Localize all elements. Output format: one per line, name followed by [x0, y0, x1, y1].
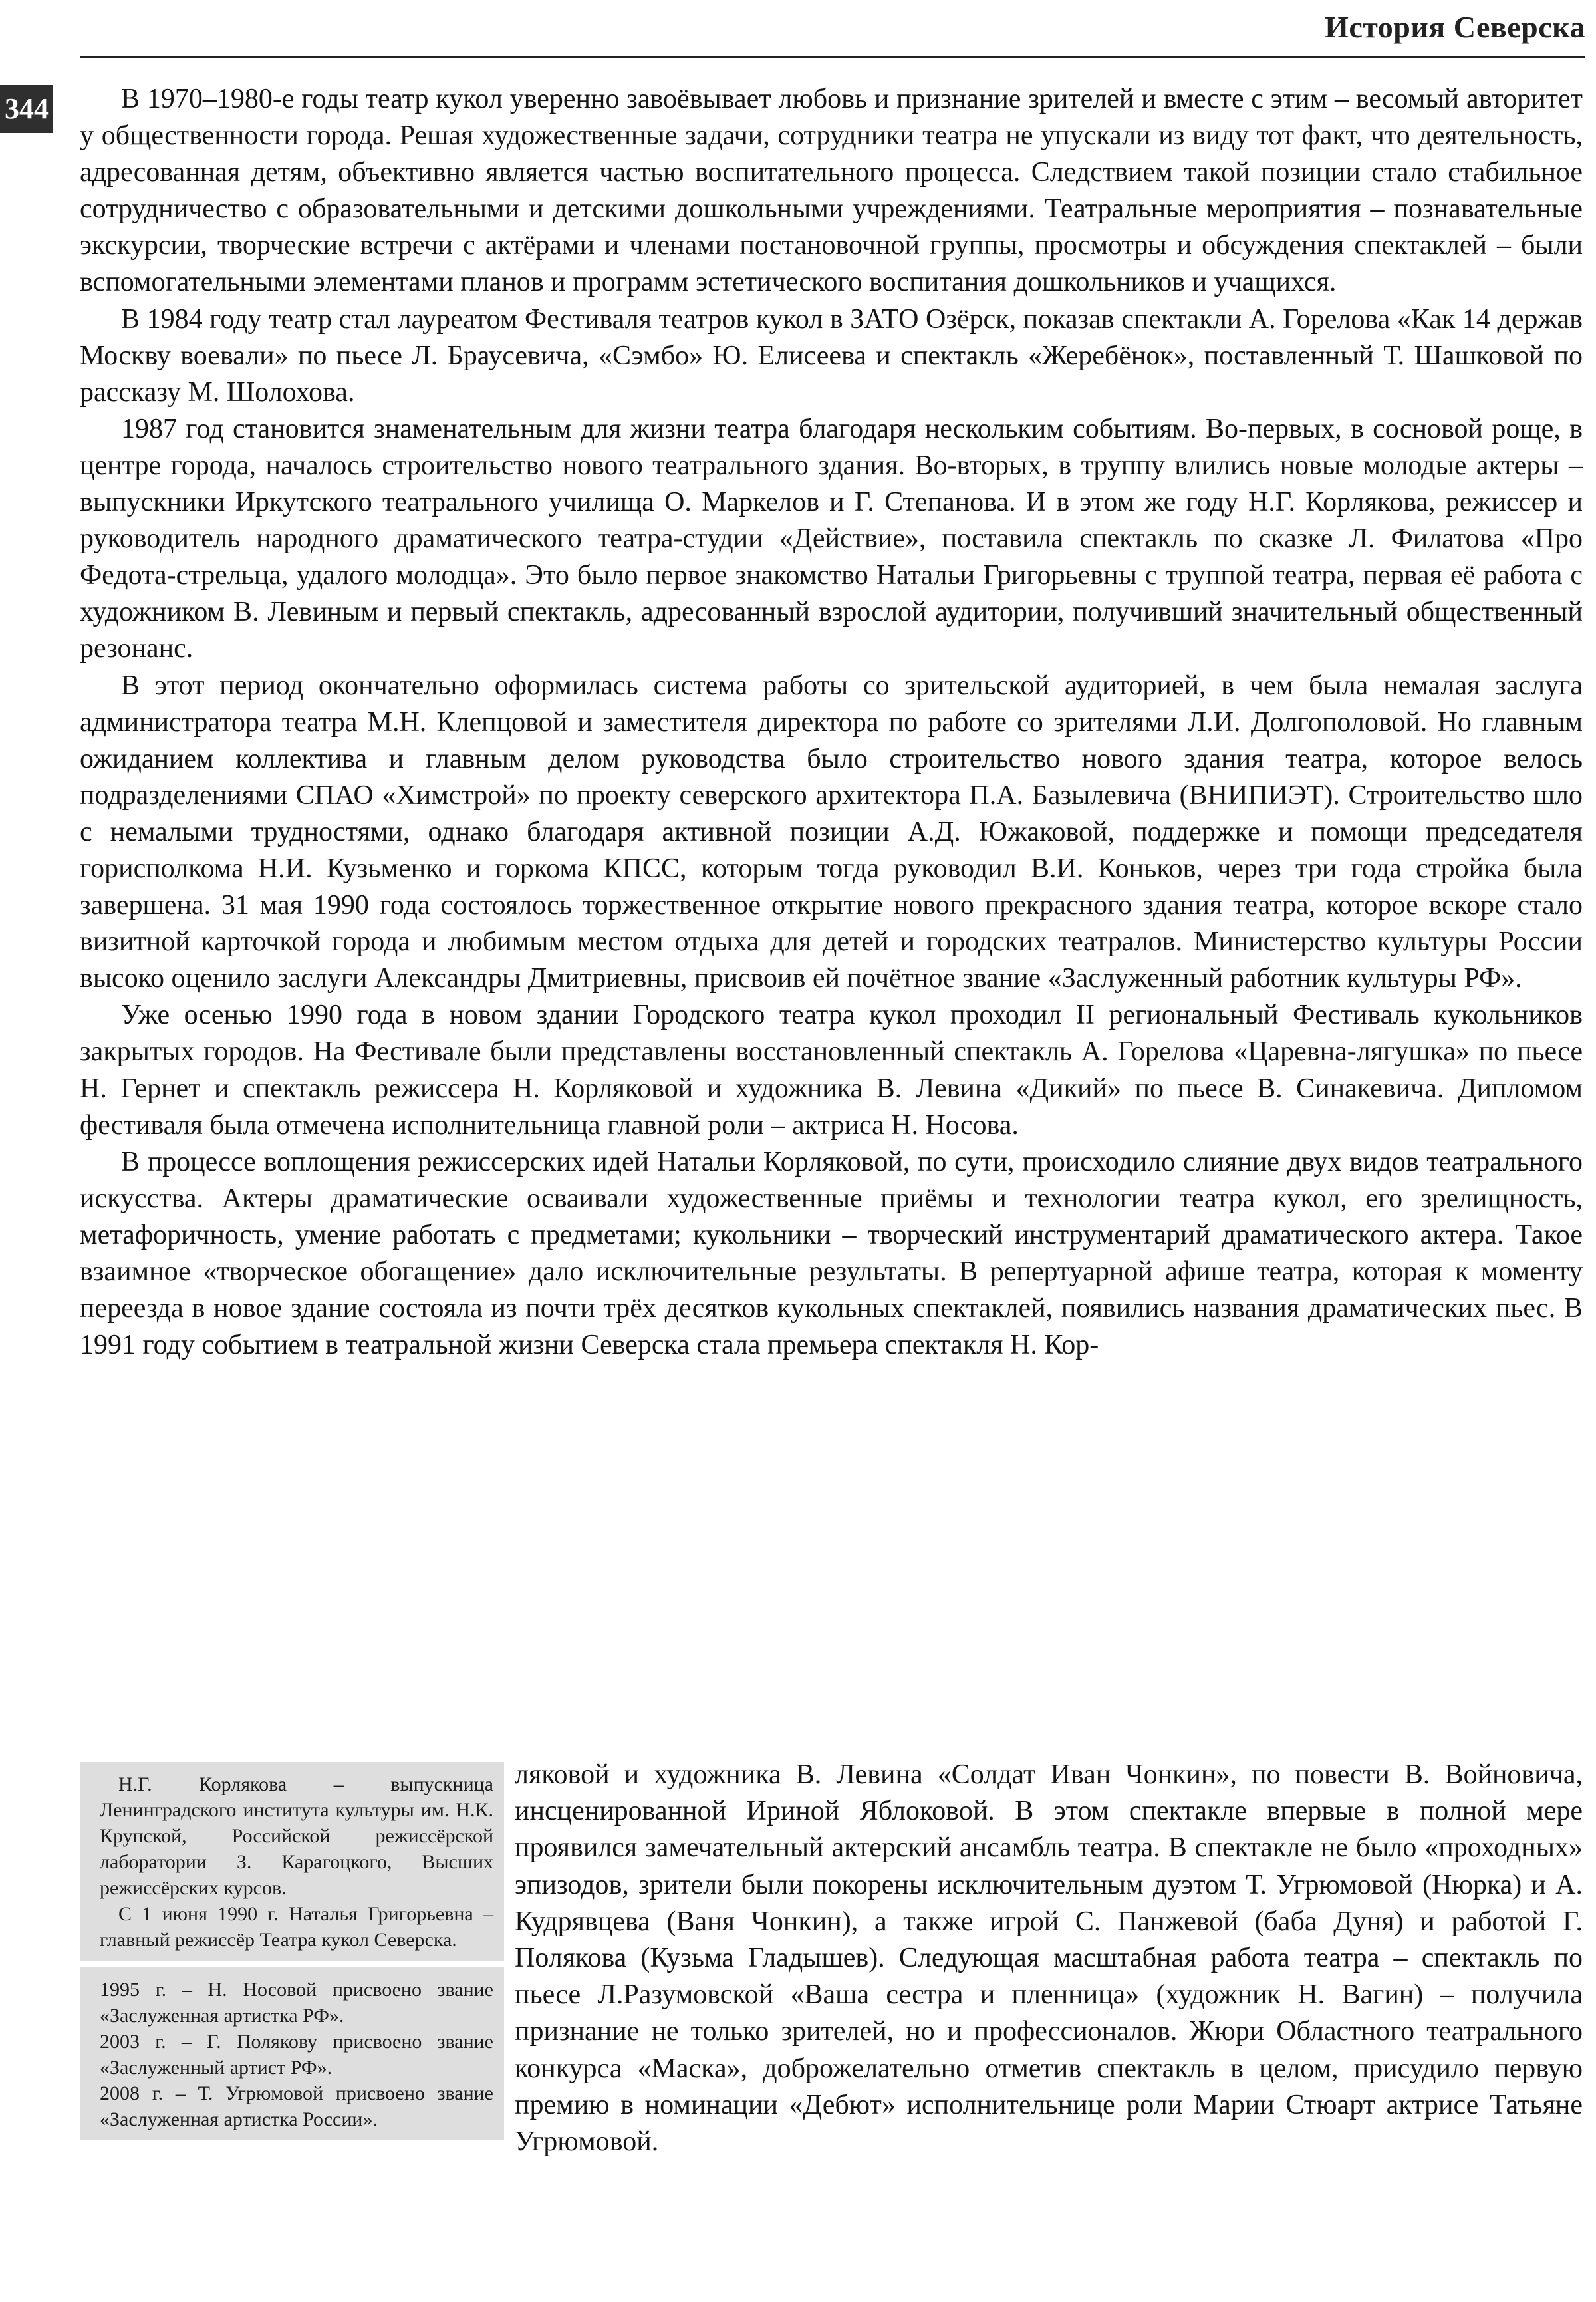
award-line: 1995 г. – Н. Носовой присвоено звание «Заслуженная артистка РФ».	[100, 1979, 493, 2027]
header-rule	[80, 56, 1585, 58]
bio-note	[80, 1762, 504, 1961]
paragraph: В 1984 году театр стал лауреатом Фестиваля театров кукол в ЗАТО Озёрск, показав спектакли А. Горелова «Как 14 держав Москву воевали» по пьесе Л. Браусевича, «Сэмбо» Ю. Елисеева и спектакль «Жеребёнок», поставленный Т. Шашковой по рассказу М. Шолохова.	[80, 303, 1583, 408]
paragraph-continuation: ляковой и художника В. Левина «Солдат Иван Чонкин», по повести В. Войновича, инсценированной Ириной Яблоковой. В этом спектакле впервые в полной мере проявился замечательный актерский ансамбль театра. В спектакле не было «проходных» эпизодов, зрители были покорены исключительным дуэтом Т. Угрюмовой (Нюрка) и А. Кудрявцева (Ваня Чонкин), а также игрой С. Панжевой (баба Дуня) и работой Г. Полякова (Кузьма Гладышев). Следующая масштабная работа театра – спектакль по пьесе Л.Разумовской «Ваша сестра и пленница» (художник Н. Вагин) – получила признание не только зрителей, но и профессионалов. Жюри Областного театрального конкурса «Маска», доброжелательно отметив спектакль в целом, присудило первую премию в номинации «Дебют» исполнительнице роли Марии Стюарт актрисе Татьяне Угрюмовой.	[515, 1759, 1583, 2158]
main-text	[80, 81, 1583, 1364]
award-line: 2003 г. – Г. Полякову присвоено звание «Заслуженный артист РФ».	[100, 2031, 493, 2079]
sidebar	[80, 1762, 504, 2147]
award-line: 2008 г. – Т. Угрюмовой присвоено звание «Заслуженная артистка России».	[100, 2083, 493, 2130]
page-number: 344	[0, 85, 53, 133]
awards-note	[80, 1967, 504, 2140]
page-header-title: История Северска	[1325, 10, 1585, 44]
bio-note-text: С 1 июня 1990 г. Наталья Григорьевна – главный режиссёр Театра кукол Северска.	[100, 1903, 493, 1951]
lower-block	[80, 1757, 1583, 2160]
paragraph: В 1970–1980-е годы театр кукол уверенно завоёвывает любовь и признание зрителей и вместе с этим – весомый авторитет у общественности города. Решая художественные задачи, сотрудники театра не упускали из виду тот факт, что деятельность, адресованная детям, объективно является частью воспитательного процесса. Следствием такой позиции стало стабильное сотрудничество с образовательными и детскими дошкольными учреждениями. Театральные мероприятия – познавательные экскурсии, творческие встречи с актёрами и членами постановочной группы, просмотры и обсуждения спектаклей – были вспомогательными элементами планов и программ эстетического воспитания дошкольников и учащихся.	[80, 84, 1583, 298]
paragraph: В этот период окончательно оформилась система работы со зрительской аудиторией, в чем была немалая заслуга администратора театра М.Н. Клепцовой и заместителя директора по работе со зрителями Л.И. Долгополовой. Но главным ожиданием коллектива и главным делом руководства было строительство нового здания театра, которое велось подразделениями СПАО «Химстрой» по проекту северского архитектора П.А. Базылевича (ВНИПИЭТ). Строительство шло с немалыми трудностями, однако благодаря активной позиции А.Д. Южаковой, поддержке и помощи председателя горисполкома Н.И. Кузьменко и горкома КПСС, которым тогда руководил В.И. Коньков, через три года стройка была завершена. 31 мая 1990 года состоялось торжественное открытие нового прекрасного здания театра, которое вскоре стало визитной карточкой города и любимым местом отдыха для детей и городских театралов. Министерство культуры России высоко оценило заслуги Александры Дмитриевны, присвоив ей почётное звание «Заслуженный работник культуры РФ».	[80, 670, 1583, 994]
paragraph: Уже осенью 1990 года в новом здании Городского театра кукол проходил II региональный Фестиваль кукольников закрытых городов. На Фестивале были представлены восстановленный спектакль А. Горелова «Царевна-лягушка» по пьесе Н. Гернет и спектакль режиссера Н. Корляковой и художника В. Левина «Дикий» по пьесе В. Синакевича. Дипломом фестиваля была отмечена исполнительница главной роли – актриса Н. Носова.	[80, 1000, 1583, 1141]
paragraph: В процессе воплощения режиссерских идей Натальи Корляковой, по сути, происходило слияние двух видов театрального искусства. Актеры драматические осваивали художественные приёмы и технологии театра кукол, его зрелищность, метафоричность, умение работать с предметами; кукольники – творческий инструментарий драматического актера. Такое взаимное «творческое обогащение» дало исключительные результаты. В репертуарной афише театра, которая к моменту переезда в новое здание состояла из почти трёх десятков кукольных спектаклей, появились названия драматических пьес. В 1991 году событием в театральной жизни Северска стала премьера спектакля Н. Кор-	[80, 1146, 1583, 1361]
paragraph: 1987 год становится знаменательным для жизни театра благодаря нескольким событиям. Во-первых, в сосновой роще, в центре города, началось строительство нового театрального здания. Во-вторых, в труппу влились новые молодые актеры – выпускники Иркутского театрального училища О. Маркелов и Г. Степанова. И в этом же году Н.Г. Корлякова, режиссер и руководитель народного драматического театра-студии «Действие», поставила спектакль по сказке Л. Филатова «Про Федота-стрельца, удалого молодца». Это было первое знакомство Натальи Григорьевны с труппой театра, первая её работа с художником В. Левиным и первый спектакль, адресованный взрослой аудитории, получивший значительный общественный резонанс.	[80, 413, 1583, 664]
bio-note-text: Н.Г. Корлякова – выпускница Ленинградского института культуры им. Н.К. Крупской, Российской режиссёрской лаборатории З. Карагоцкого, Высших режиссёрских курсов.	[100, 1773, 493, 1899]
